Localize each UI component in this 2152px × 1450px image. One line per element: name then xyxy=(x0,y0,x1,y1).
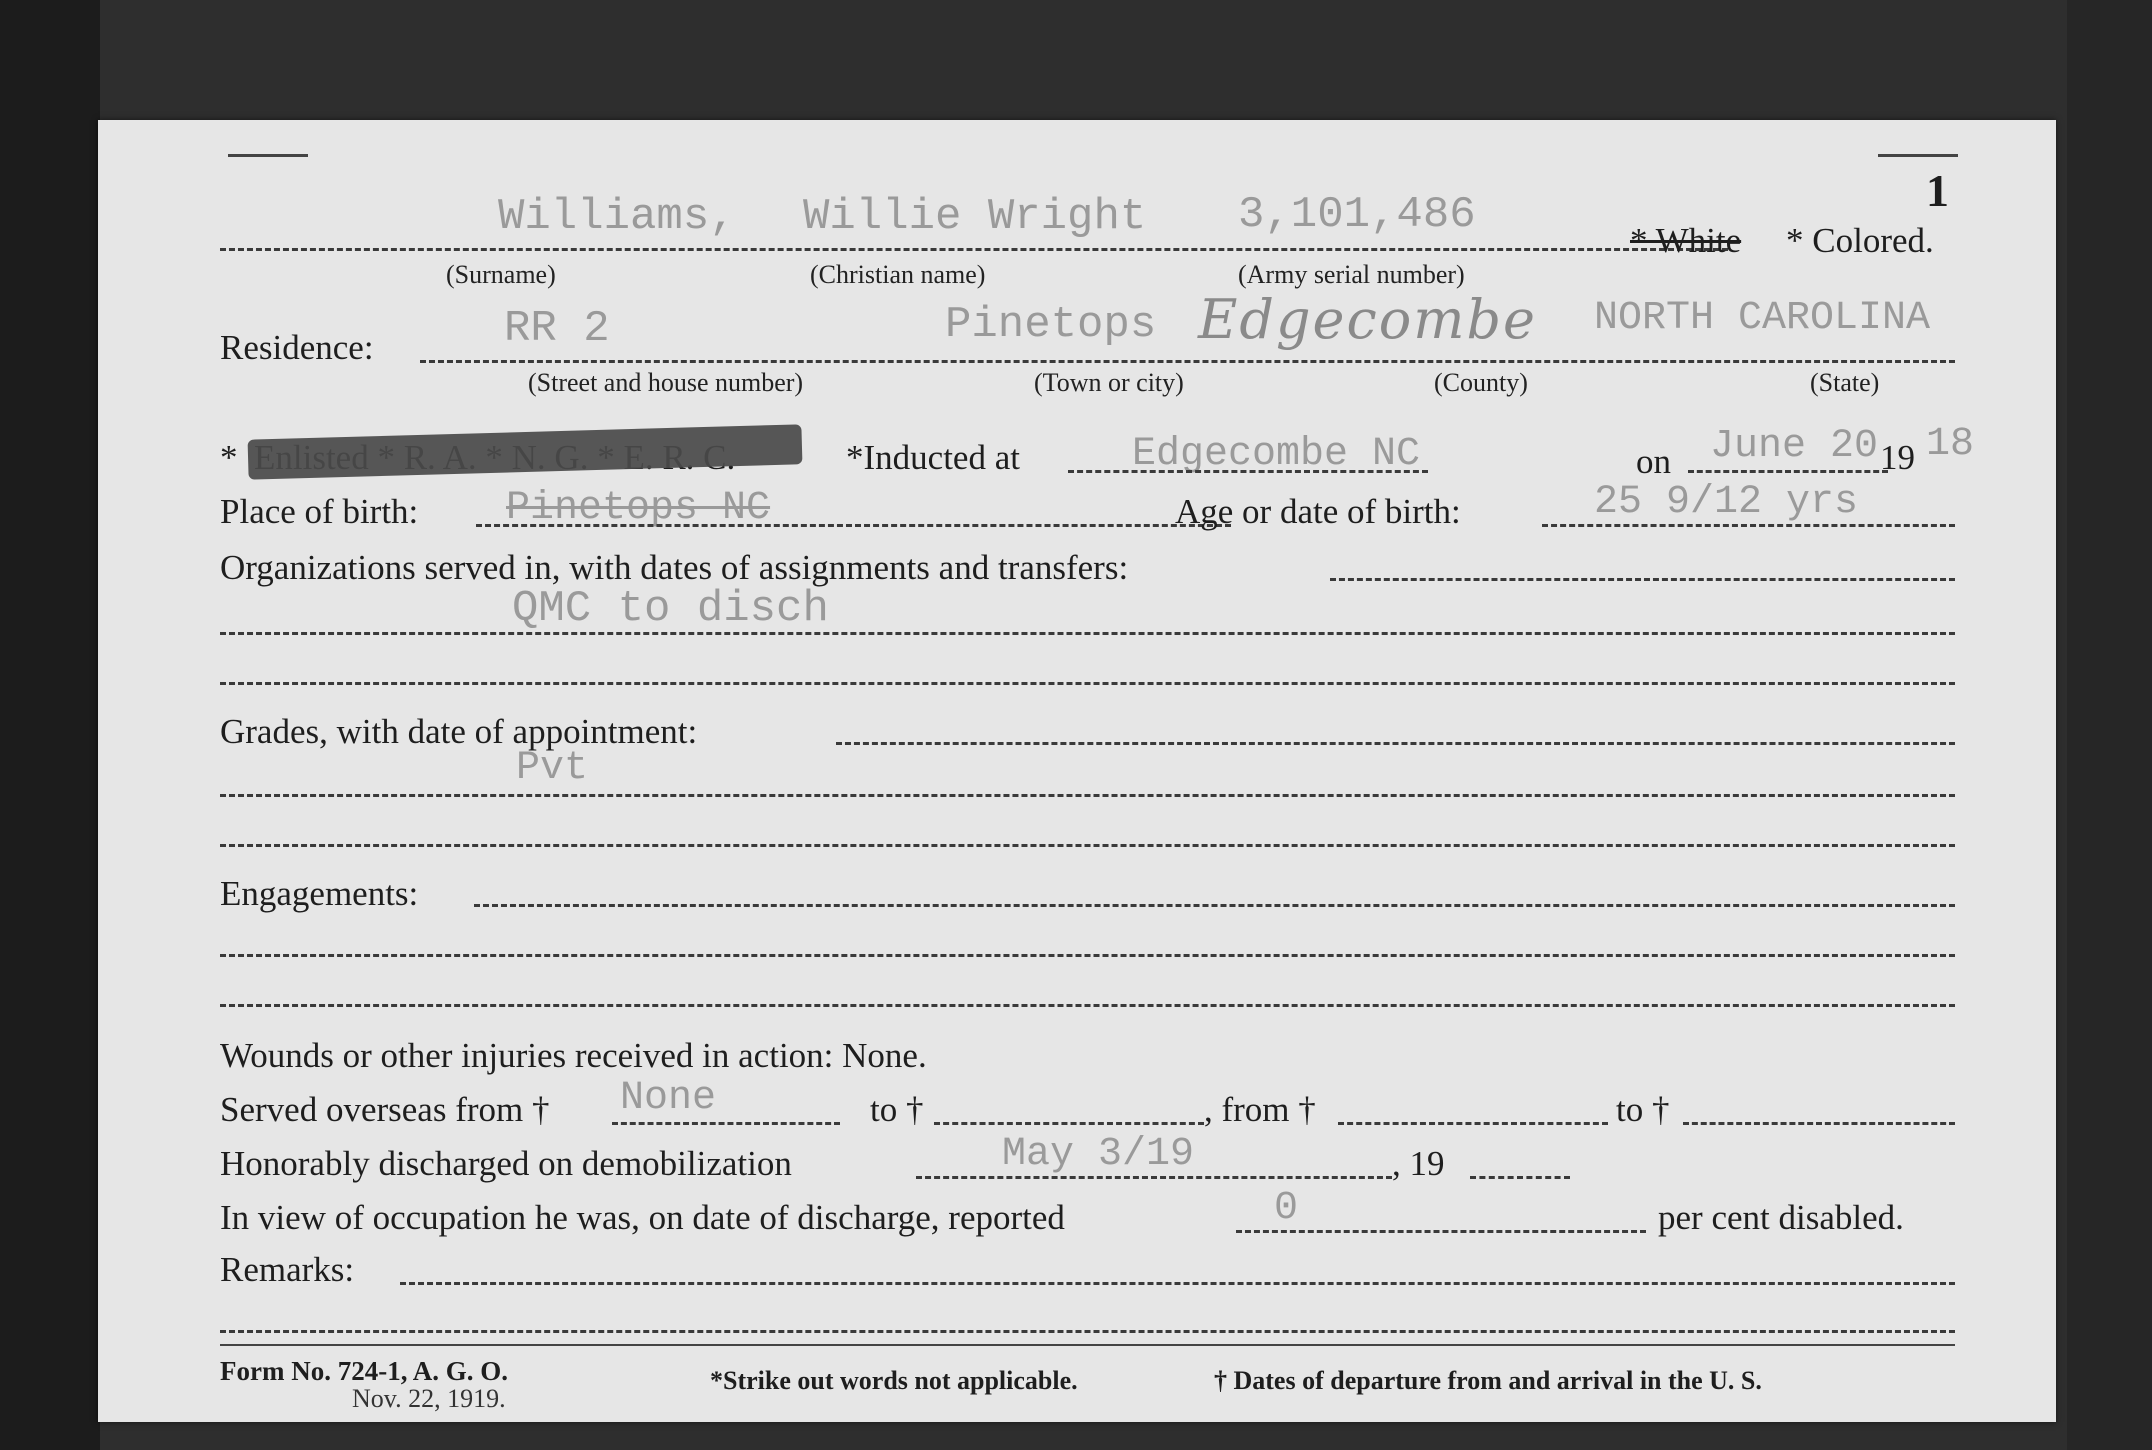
caption-town: (Town or city) xyxy=(1034,368,1184,397)
overseas-to-line-2 xyxy=(1683,1122,1955,1125)
birth-place-value: Pinetops NC xyxy=(506,486,771,531)
caption-surname: (Surname) xyxy=(446,260,556,289)
card-number: 1 xyxy=(1926,165,1949,216)
corner-mark-right xyxy=(1878,154,1958,157)
serial-number-value: 3,101,486 xyxy=(1238,190,1476,240)
age-value: 25 9/12 yrs xyxy=(1594,480,1859,525)
induction-date-line xyxy=(1688,470,1888,473)
race-colored: * Colored. xyxy=(1786,221,1934,260)
overseas-to-label-1: to † xyxy=(870,1090,924,1129)
caption-street: (Street and house number) xyxy=(528,368,804,397)
remarks-label: Remarks: xyxy=(220,1250,355,1289)
street-value: RR 2 xyxy=(504,304,610,354)
age-line xyxy=(1542,524,1955,527)
form-date: Nov. 22, 1919. xyxy=(352,1384,506,1413)
birth-place-label: Place of birth: xyxy=(220,492,419,531)
discharged-line xyxy=(916,1176,1392,1179)
overseas-value: None xyxy=(620,1076,717,1121)
caption-state: (State) xyxy=(1810,368,1880,397)
caption-county: (County) xyxy=(1434,368,1528,397)
birth-place-line xyxy=(476,524,1231,527)
grades-line-1 xyxy=(836,742,1955,745)
christian-name-value: Willie Wright xyxy=(803,192,1147,242)
overseas-to-label-2: to † xyxy=(1616,1090,1670,1129)
discharged-year-prefix: , 19 xyxy=(1392,1144,1445,1183)
engagements-line-1 xyxy=(474,904,1955,907)
form-number: Form No. 724-1, A. G. O. xyxy=(220,1356,508,1386)
state-value: NORTH CAROLINA xyxy=(1594,296,1931,341)
scan-right-border xyxy=(2067,0,2152,1450)
year-prefix: 19 xyxy=(1880,438,1915,477)
service-record-card xyxy=(98,120,2056,1422)
remarks-line-2 xyxy=(220,1330,1955,1333)
organizations-line-3 xyxy=(220,682,1955,685)
scan-left-border xyxy=(0,0,100,1450)
overseas-from-line xyxy=(612,1122,840,1125)
grades-label: Grades, with date of appointment: xyxy=(220,712,698,751)
disabled-suffix: per cent disabled. xyxy=(1658,1198,1904,1237)
disabled-value: 0 xyxy=(1274,1186,1299,1231)
footnote-strike-out: *Strike out words not applicable. xyxy=(710,1366,1078,1395)
footnote-departure-dates: † Dates of departure from and arrival in the U. S. xyxy=(1214,1366,1762,1395)
engagements-line-2 xyxy=(220,954,1955,957)
corner-mark-left xyxy=(228,154,308,157)
overseas-from-line-2 xyxy=(1338,1122,1608,1125)
grades-value: Pvt xyxy=(516,746,589,791)
inducted-place-line xyxy=(1068,470,1428,473)
town-value: Pinetops xyxy=(945,300,1157,350)
induction-date-value: June 20 xyxy=(1710,424,1879,469)
remarks-line-1 xyxy=(400,1282,1955,1285)
race-white-struck: * White xyxy=(1630,221,1742,260)
year-suffix-value: 18 xyxy=(1926,422,1975,467)
inducted-place-value: Edgecombe NC xyxy=(1132,432,1421,477)
discharged-value: May 3/19 xyxy=(1002,1132,1195,1177)
discharged-label: Honorably discharged on demobilization xyxy=(220,1144,792,1183)
footer-rule xyxy=(220,1344,1955,1346)
engagements-label: Engagements: xyxy=(220,874,419,913)
grades-line-3 xyxy=(220,844,1955,847)
engagements-line-3 xyxy=(220,1004,1955,1007)
discharged-year-line xyxy=(1470,1176,1570,1179)
caption-serial-number: (Army serial number) xyxy=(1238,260,1465,289)
inducted-label: *Inducted at xyxy=(846,438,1020,477)
overseas-label: Served overseas from † xyxy=(220,1090,550,1129)
residence-label: Residence: xyxy=(220,328,374,367)
name-line xyxy=(220,248,1728,251)
disabled-line xyxy=(1236,1230,1646,1233)
surname-value: Williams, xyxy=(498,192,736,242)
organizations-line-1 xyxy=(1330,578,1955,581)
age-label: Age or date of birth: xyxy=(1175,492,1461,531)
residence-line xyxy=(420,360,1955,363)
disabled-label: In view of occupation he was, on date of discharge, reported xyxy=(220,1198,1065,1237)
caption-christian-name: (Christian name) xyxy=(810,260,986,289)
on-label: on xyxy=(1636,442,1671,481)
wounds-label: Wounds or other injuries received in action: None. xyxy=(220,1036,927,1075)
county-value: Edgecombe xyxy=(1198,288,1537,351)
overseas-to-line-1 xyxy=(934,1122,1204,1125)
overseas-from-label-2: , from † xyxy=(1204,1090,1316,1129)
enlisted-star: * xyxy=(220,438,238,477)
organizations-line-2 xyxy=(220,632,1955,635)
organizations-label: Organizations served in, with dates of assignments and transfers: xyxy=(220,548,1129,587)
organizations-value: QMC to disch xyxy=(512,584,829,634)
grades-line-2 xyxy=(220,794,1955,797)
